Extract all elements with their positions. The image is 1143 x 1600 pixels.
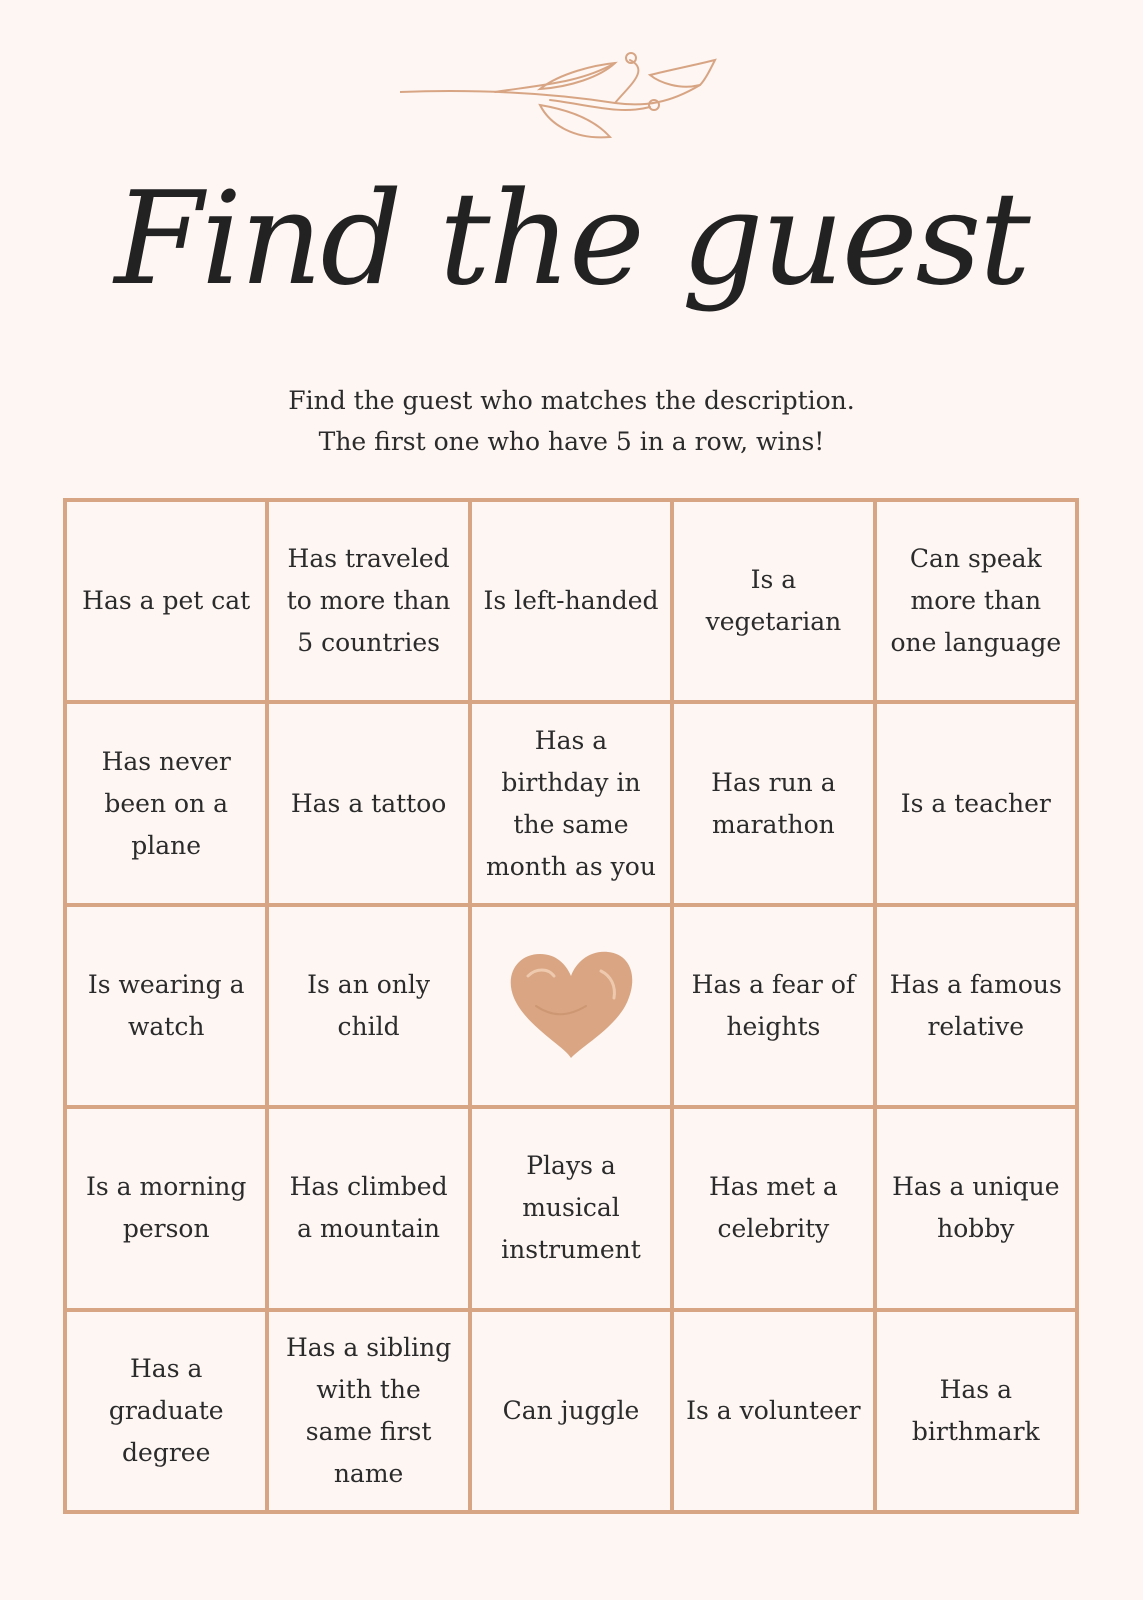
cell-label: Has a graduate degree	[108, 1353, 224, 1467]
bingo-cell	[267, 1107, 469, 1309]
instructions	[0, 380, 1143, 462]
bingo-cell	[65, 1310, 267, 1512]
bingo-cell	[267, 702, 469, 904]
bingo-cell	[875, 1107, 1077, 1309]
cell-label: Has a famous relative	[889, 969, 1062, 1041]
page-title: Find the guest	[114, 165, 1029, 314]
cell-label: Has never been on a plane	[101, 746, 231, 860]
bingo-board	[63, 498, 1079, 1514]
cell-label: Is wearing a watch	[87, 969, 245, 1041]
bingo-cell	[672, 905, 874, 1107]
bingo-cell	[672, 500, 874, 702]
cell-label: Is a teacher	[900, 788, 1051, 818]
bingo-cell	[672, 1107, 874, 1309]
leaf-sprig-icon	[400, 45, 730, 155]
cell-label: Is a morning person	[85, 1172, 247, 1244]
bingo-cell	[267, 500, 469, 702]
cell-label: Has a tattoo	[290, 788, 447, 818]
cell-label: Has a pet cat	[82, 586, 251, 616]
cell-label: Is a volunteer	[686, 1395, 861, 1425]
bingo-cell	[267, 1310, 469, 1512]
cell-label: Has met a celebrity	[708, 1172, 838, 1244]
cell-label: Has a fear of heights	[691, 969, 856, 1041]
instructions-line-1: Find the guest who matches the description.	[288, 386, 855, 415]
cell-label: Has a sibling with the same first name	[285, 1332, 452, 1488]
cell-label: Has a birthmark	[911, 1374, 1040, 1446]
cell-label: Can speak more than one language	[890, 544, 1062, 658]
bingo-cell	[65, 905, 267, 1107]
bingo-cell	[267, 905, 469, 1107]
bingo-cell	[470, 1310, 672, 1512]
bingo-cell	[65, 702, 267, 904]
cell-label: Has traveled to more than 5 countries	[286, 544, 451, 658]
bingo-cell	[65, 1107, 267, 1309]
bingo-cell	[672, 702, 874, 904]
cell-label: Has run a marathon	[711, 767, 836, 839]
bingo-cell-free-space	[470, 905, 672, 1107]
bingo-cell	[875, 702, 1077, 904]
bingo-cell	[875, 500, 1077, 702]
heart-icon	[506, 946, 636, 1066]
cell-label: Has a birthday in the same month as you	[486, 725, 656, 881]
cell-label: Has climbed a mountain	[289, 1172, 448, 1244]
cell-label: Has a unique hobby	[892, 1172, 1060, 1244]
cell-label: Is an only child	[307, 969, 431, 1041]
bingo-cell	[875, 1310, 1077, 1512]
cell-label: Is a vegetarian	[705, 565, 842, 637]
bingo-cell	[672, 1310, 874, 1512]
bingo-cell	[470, 1107, 672, 1309]
cell-label: Can juggle	[502, 1395, 640, 1425]
bingo-cell	[875, 905, 1077, 1107]
bingo-cell	[65, 500, 267, 702]
bingo-cell	[470, 500, 672, 702]
bingo-cell	[470, 702, 672, 904]
instructions-line-2: The first one who have 5 in a row, wins!	[318, 427, 825, 456]
cell-label: Is left-handed	[483, 586, 659, 616]
cell-label: Plays a musical instrument	[501, 1151, 641, 1265]
